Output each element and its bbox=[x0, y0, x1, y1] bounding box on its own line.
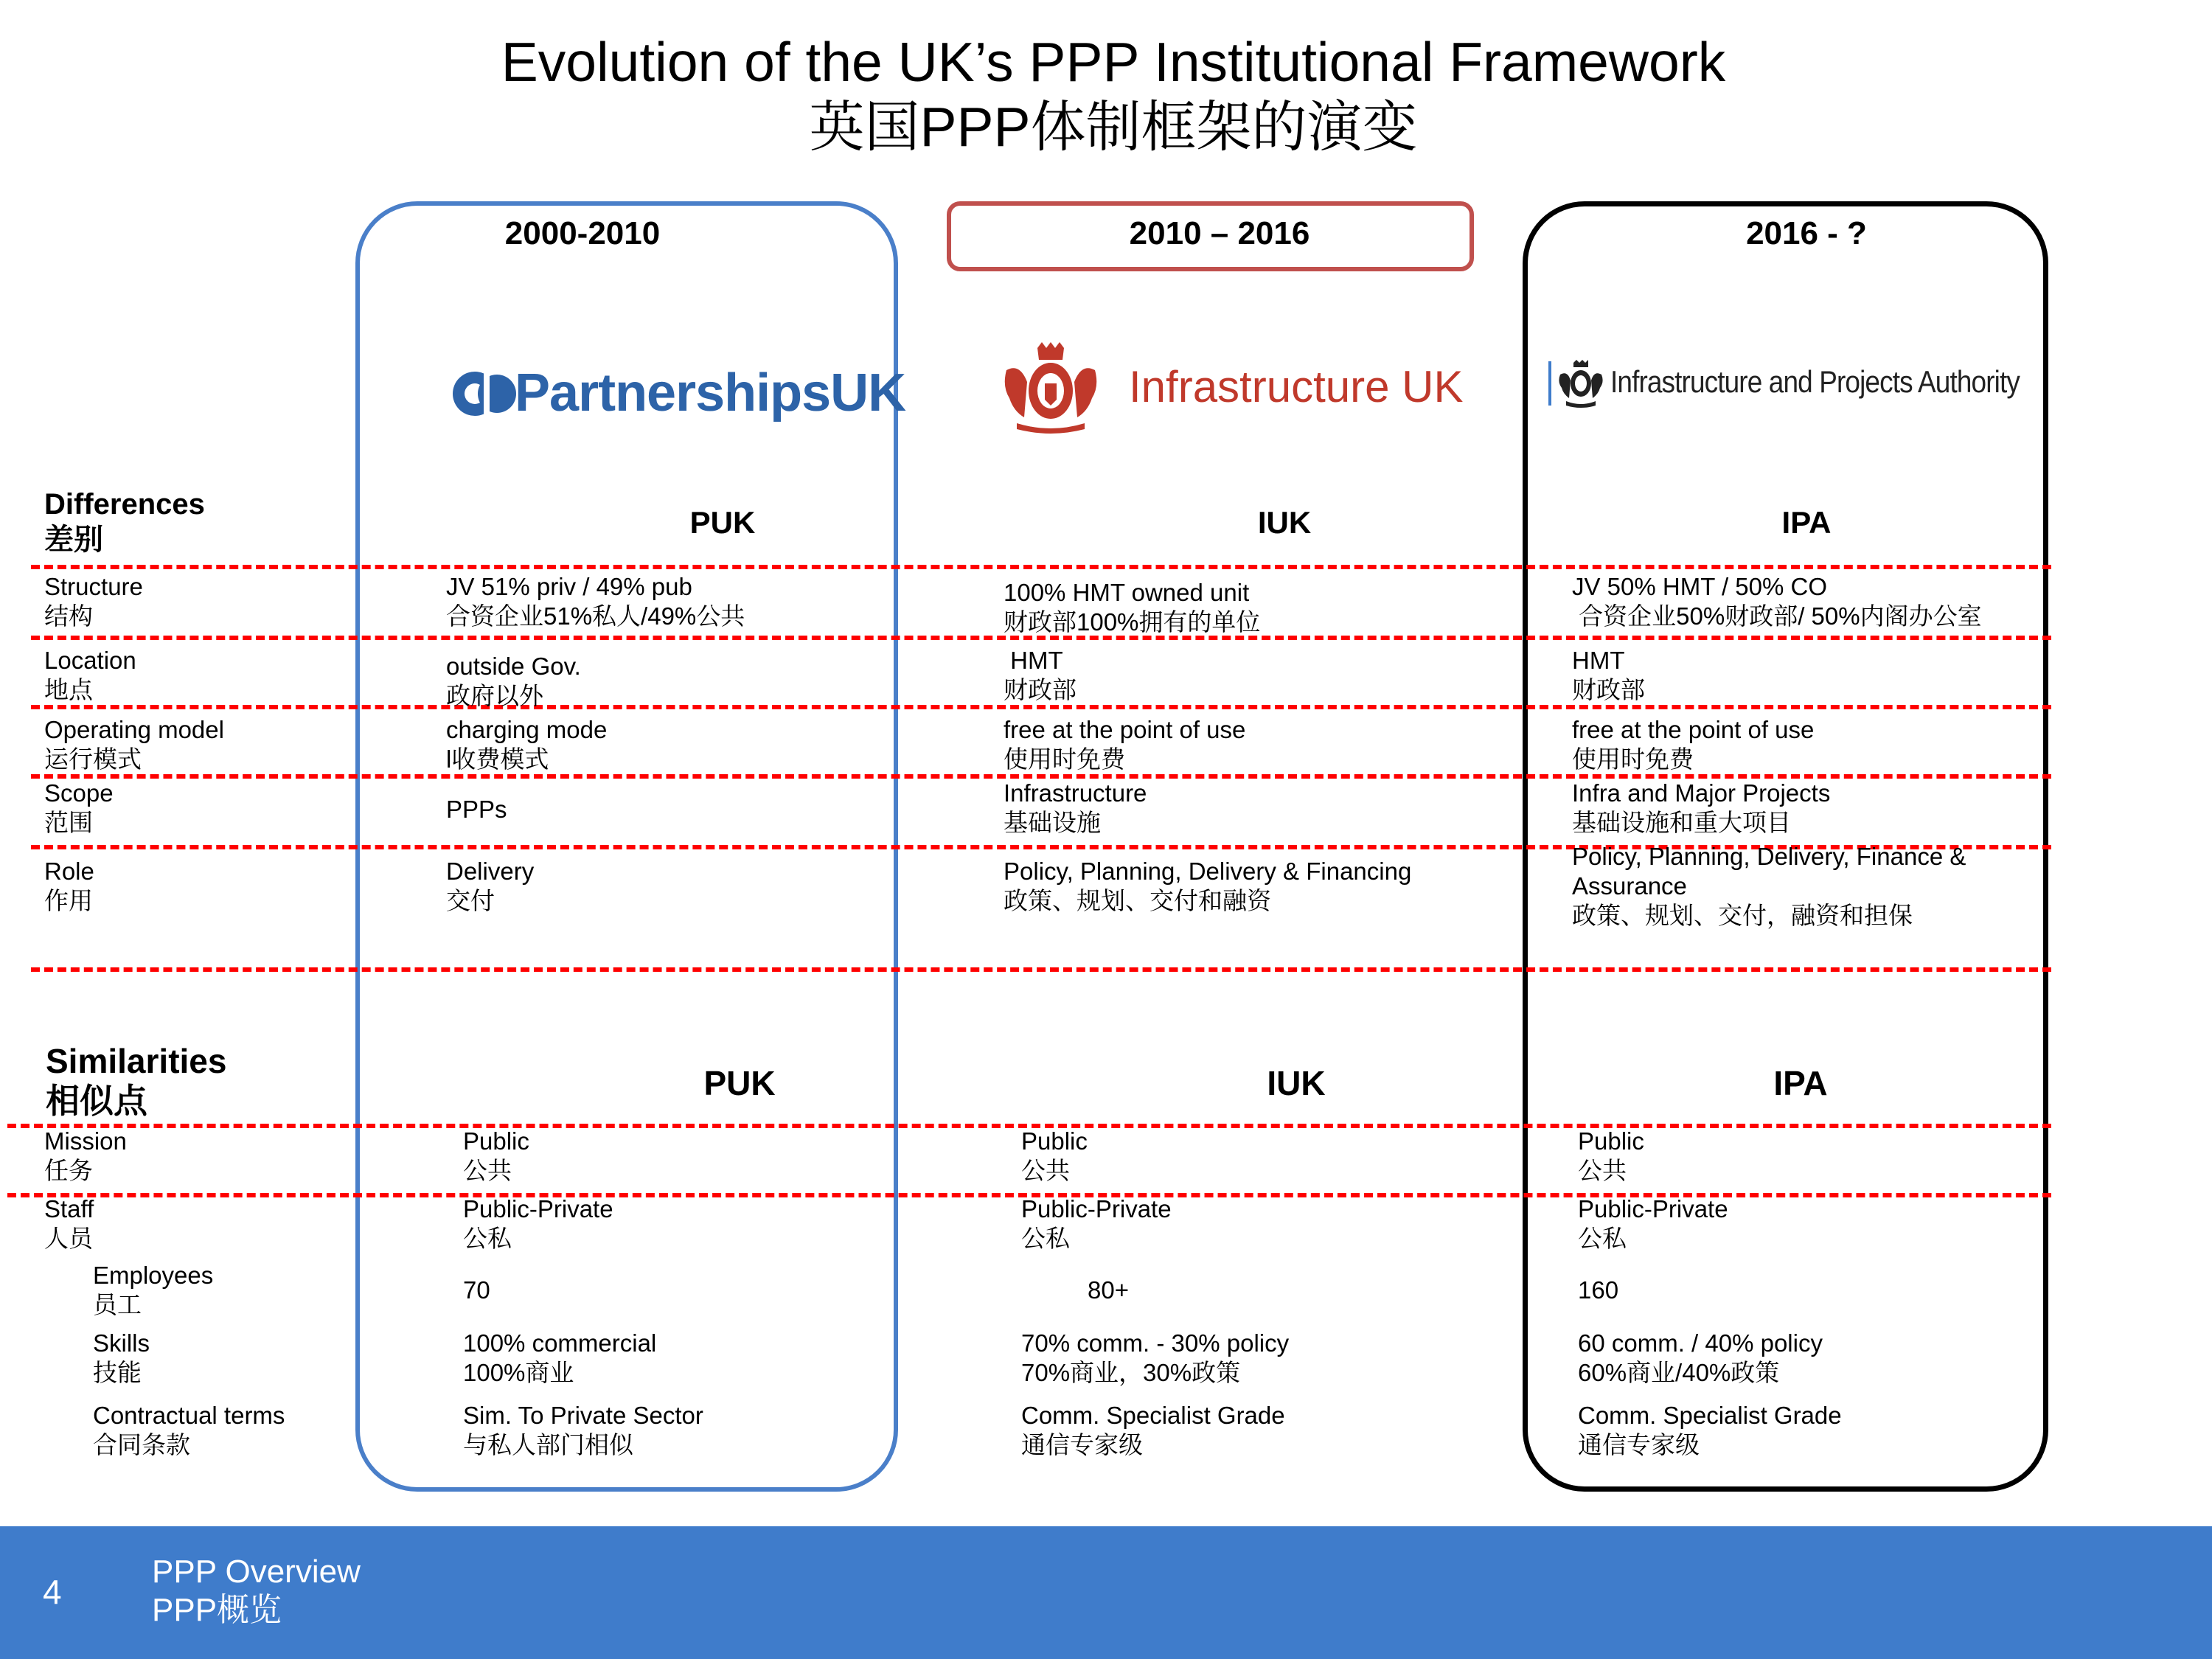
structure-puk: JV 51% priv / 49% pub 合资企业51%私人/49%公共 bbox=[446, 573, 745, 630]
row-divider bbox=[31, 705, 2051, 709]
scope-puk: PPPs bbox=[446, 796, 507, 823]
page-title: Evolution of the UK’s PPP Institutional Framework bbox=[501, 31, 1726, 93]
row-label-structure: Structure 结构 bbox=[44, 573, 143, 630]
skills-ipa: 60 comm. / 40% policy 60%商业/40%政策 bbox=[1578, 1329, 1823, 1386]
role-ipa: Policy, Planning, Delivery, Finance & Assurance 政策、规划、交付，融资和担保 bbox=[1572, 843, 1966, 929]
row-label-mission: Mission 任务 bbox=[44, 1127, 127, 1184]
differences-col-ipa: IPA bbox=[1781, 505, 1832, 540]
mission-puk: Public 公共 bbox=[463, 1127, 529, 1184]
similarities-title: Similarities bbox=[46, 1042, 227, 1080]
infrastructure-uk-logo: Infrastructure UK bbox=[999, 341, 1441, 437]
staff-puk: Public-Private 公私 bbox=[463, 1195, 613, 1252]
differences-col-iuk: IUK bbox=[1257, 505, 1312, 540]
royal-crest-icon bbox=[999, 341, 1102, 437]
contractual-terms-ipa: Comm. Specialist Grade 通信专家级 bbox=[1578, 1402, 1842, 1458]
operating-model-ipa: free at the point of use 使用时免费 bbox=[1572, 716, 1815, 773]
footer-title: PPP Overview bbox=[152, 1554, 361, 1590]
similarities-title-zh: 相似点 bbox=[46, 1082, 147, 1120]
row-label-skills: Skills 技能 bbox=[93, 1329, 150, 1386]
location-ipa: HMT 财政部 bbox=[1572, 647, 1645, 703]
role-puk: Delivery 交付 bbox=[446, 858, 535, 914]
row-label-role: Role 作用 bbox=[44, 858, 94, 914]
row-label-contractual-terms: Contractual terms 合同条款 bbox=[93, 1402, 285, 1458]
staff-iuk: Public-Private 公私 bbox=[1021, 1195, 1172, 1252]
row-label-scope: Scope 范围 bbox=[44, 779, 114, 836]
similarities-col-puk: PUK bbox=[703, 1064, 776, 1102]
differences-col-puk: PUK bbox=[689, 505, 756, 540]
skills-iuk: 70% comm. - 30% policy 70%商业，30%政策 bbox=[1021, 1329, 1290, 1386]
contractual-terms-iuk: Comm. Specialist Grade 通信专家级 bbox=[1021, 1402, 1285, 1458]
scope-iuk: Infrastructure 基础设施 bbox=[1004, 779, 1147, 836]
operating-model-puk: charging mode l收费模式 bbox=[446, 716, 608, 773]
employees-puk: 70 bbox=[463, 1276, 490, 1304]
ipa-logo: Infrastructure and Projects Authority bbox=[1548, 360, 2057, 419]
structure-ipa: JV 50% HMT / 50% CO 合资企业50%财政部/ 50%内阁办公室 bbox=[1572, 573, 1982, 630]
row-divider bbox=[31, 967, 2051, 972]
page-number: 4 bbox=[43, 1573, 62, 1611]
period-ipa: 2016 - ? bbox=[1746, 215, 1867, 251]
location-iuk: HMT 财政部 bbox=[1004, 647, 1077, 703]
row-divider bbox=[31, 565, 2051, 569]
employees-ipa: 160 bbox=[1578, 1276, 1619, 1304]
differences-title: Differences bbox=[44, 488, 205, 521]
ipa-logo-bar bbox=[1548, 361, 1551, 406]
similarities-col-iuk: IUK bbox=[1267, 1064, 1326, 1102]
mission-iuk: Public 公共 bbox=[1021, 1127, 1088, 1184]
skills-puk: 100% commercial 100%商业 bbox=[463, 1329, 657, 1386]
partnerships-uk-logo-icon bbox=[451, 364, 519, 423]
row-label-employees: Employees 员工 bbox=[93, 1262, 214, 1318]
page-title-zh: 英国PPP体制框架的演变 bbox=[809, 96, 1418, 158]
employees-iuk: 80+ bbox=[1088, 1276, 1129, 1304]
contractual-terms-puk: Sim. To Private Sector 与私人部门相似 bbox=[463, 1402, 703, 1458]
mission-ipa: Public 公共 bbox=[1578, 1127, 1644, 1184]
row-label-operating-model: Operating model 运行模式 bbox=[44, 716, 224, 773]
structure-iuk: 100% HMT owned unit 财政部100%拥有的单位 bbox=[1004, 579, 1261, 636]
row-label-staff: Staff 人员 bbox=[44, 1195, 94, 1252]
row-label-location: Location 地点 bbox=[44, 647, 136, 703]
footer-bar bbox=[0, 1526, 2212, 1659]
partnerships-uk-logo: PartnershipsUK bbox=[451, 361, 864, 428]
period-iuk: 2010 – 2016 bbox=[1129, 215, 1310, 251]
footer-title-zh: PPP概览 bbox=[152, 1592, 282, 1628]
scope-ipa: Infra and Major Projects 基础设施和重大项目 bbox=[1572, 779, 1831, 836]
period-puk: 2000-2010 bbox=[504, 215, 661, 251]
differences-title-zh: 差别 bbox=[44, 524, 103, 556]
location-puk: outside Gov. 政府以外 bbox=[446, 653, 581, 709]
staff-ipa: Public-Private 公私 bbox=[1578, 1195, 1728, 1252]
royal-crest-icon bbox=[1559, 360, 1603, 408]
operating-model-iuk: free at the point of use 使用时免费 bbox=[1004, 716, 1246, 773]
similarities-col-ipa: IPA bbox=[1773, 1064, 1828, 1102]
role-iuk: Policy, Planning, Delivery & Financing 政策、规划、交付和融资 bbox=[1004, 858, 1412, 914]
